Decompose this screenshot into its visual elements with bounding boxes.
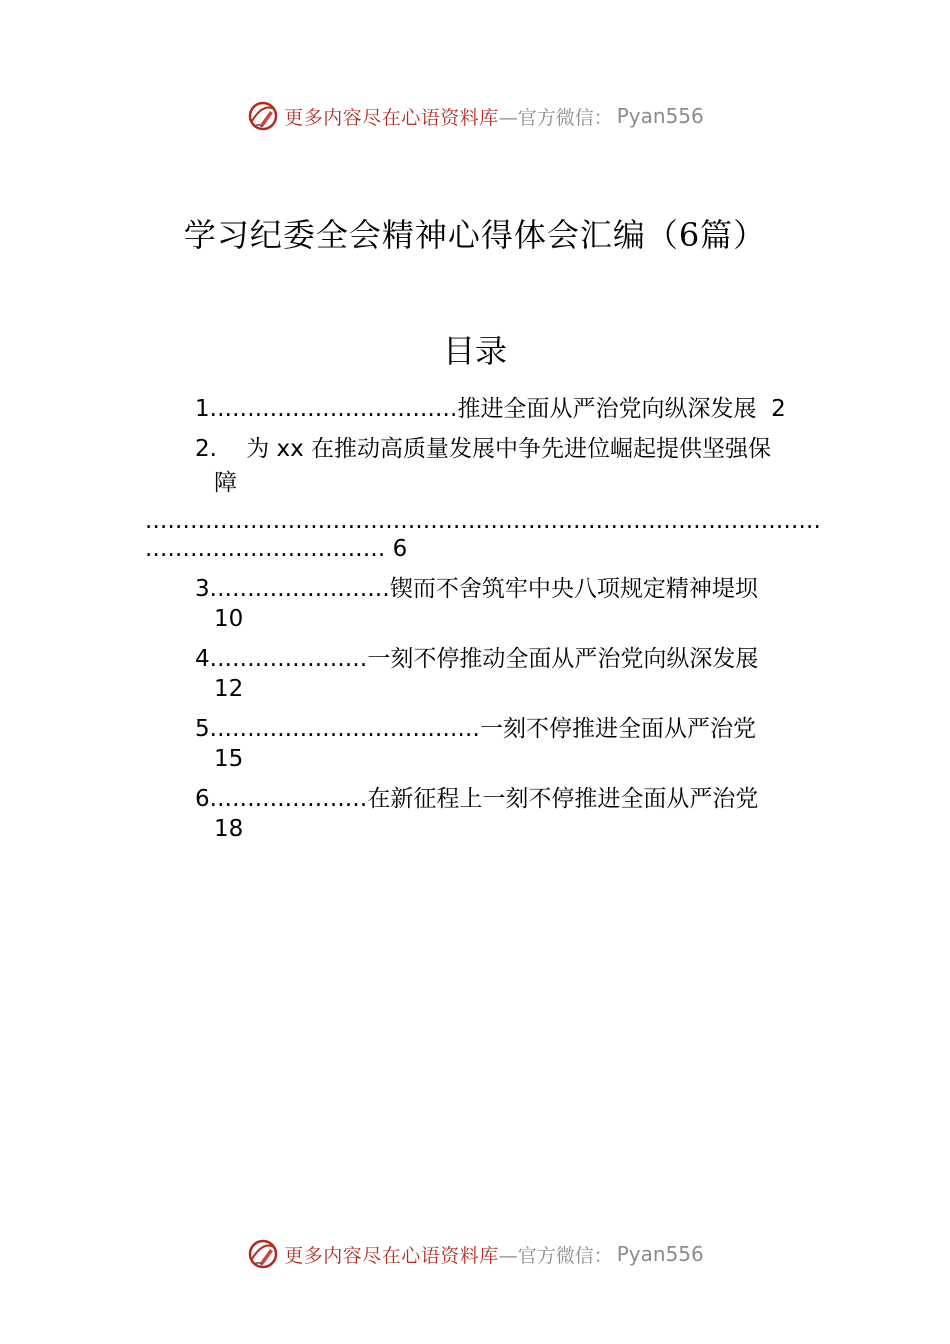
toc-item-title: 一刻不停推进全面从严治党 [480,716,757,742]
toc-item-2-continued [214,468,237,498]
toc-item-1[interactable] [195,394,786,424]
toc-item-number: 1 [195,396,210,422]
toc-item-title: 一刻不停推动全面从严治党向纵深发展 [367,646,759,672]
toc-item-4[interactable] [195,644,758,674]
toc-item-title: 锲而不舍筑牢中央八项规定精神堤坝 [389,576,758,602]
toc-item-3-page [214,604,243,634]
toc-heading: 目录 [442,332,507,370]
toc-item-4-page [214,674,243,704]
toc-leader-dots: ........................ [209,576,390,602]
header-banner [0,96,950,136]
toc-item-page: 12 [214,676,244,702]
pen-logo-icon [246,1237,280,1271]
toc-item-5[interactable] [195,714,756,744]
toc-leader-dots: .......................................................................................... [145,508,821,534]
footer-banner [0,1234,950,1274]
toc-item-title: 为 xx 在推动高质量发展中争先进位崛起提供坚强保 [246,436,772,462]
banner-slogan: 更多内容尽在心语资料库 [284,106,499,129]
toc-item-title: 在新征程上一刻不停推进全面从严治党 [367,786,759,812]
toc-item-number: 5 [195,716,210,742]
toc-item-page: 6 [392,536,408,562]
toc-item-title: 推进全面从严治党向纵深发展 [457,396,757,422]
toc-leader-dots: .................................... [209,716,481,742]
banner-wechat-id: Pyan556 [616,1242,704,1266]
toc-leader-line [145,506,821,536]
toc-item-6[interactable] [195,784,758,814]
toc-item-title-continued: 障 [214,470,237,496]
toc-item-2[interactable] [195,434,771,464]
toc-leader-dots: ..................... [209,786,368,812]
toc-item-page: 10 [214,606,244,632]
document-title: 学习纪委全会精神心得体会汇编（6篇） [183,216,767,254]
toc-item-page: 18 [214,816,244,842]
toc-item-page: 2 [771,396,786,422]
toc-item-number: 2. [195,436,217,462]
toc-item-number: 3 [195,576,210,602]
banner-wechat-label: —官方微信： [498,1244,613,1267]
toc-item-page: 15 [214,746,244,772]
toc-item-number: 6 [195,786,210,812]
banner-wechat-id: Pyan556 [616,104,704,128]
toc-leader-line [145,534,407,564]
toc-leader-dots: ................................ [145,536,386,562]
toc-leader-dots: ................................. [209,396,458,422]
banner-slogan: 更多内容尽在心语资料库 [284,1244,499,1267]
toc-leader-dots: ..................... [209,646,368,672]
toc-item-6-page [214,814,243,844]
banner-wechat-label: —官方微信： [498,106,613,129]
toc-item-3[interactable] [195,574,758,604]
pen-logo-icon [246,99,280,133]
toc-item-number: 4 [195,646,210,672]
toc-item-5-page [214,744,243,774]
